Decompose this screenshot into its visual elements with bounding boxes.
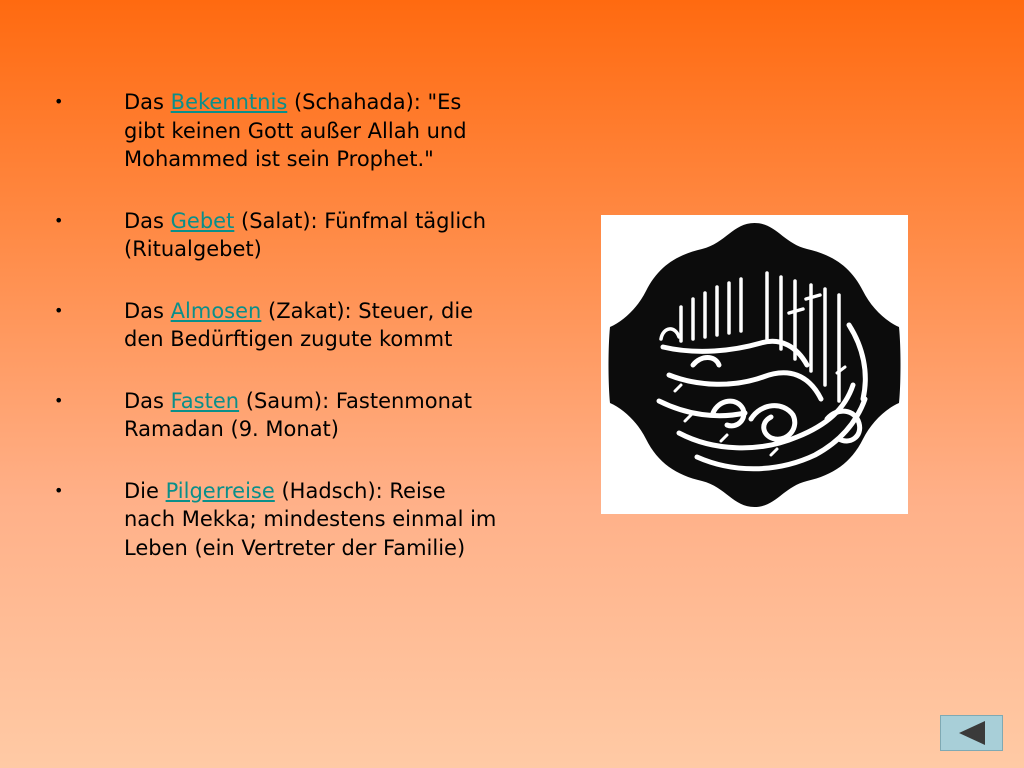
pillar-article: Das	[124, 298, 171, 323]
bullet-dot: •	[54, 390, 64, 410]
link-pilgerreise[interactable]: Pilgerreise	[165, 478, 275, 503]
shahada-calligraphy-icon	[601, 215, 908, 514]
pillar-description: (Salat): Fünfmal täglich (Ritualgebet)	[124, 208, 487, 261]
pillar-item	[52, 88, 502, 174]
link-almosen[interactable]: Almosen	[170, 298, 262, 323]
pillar-description: (Schahada): "Es gibt keinen Gott außer Allah und Mohammed ist sein Prophet."	[124, 90, 467, 171]
pillar-description: (Hadsch): Reise nach Mekka; mindestens einmal im Leben (ein Vertreter der Familie)	[124, 478, 497, 560]
bullet-dot: •	[54, 210, 64, 230]
bullet-dot: •	[54, 92, 64, 111]
link-gebet[interactable]: Gebet	[170, 208, 235, 233]
back-arrow-icon	[959, 721, 985, 745]
bullet-dot: •	[54, 480, 64, 500]
pillar-item	[52, 477, 502, 563]
shahada-emblem	[601, 215, 908, 514]
pillar-item	[52, 207, 502, 264]
pillar-item	[52, 297, 502, 354]
pillar-article: Die	[124, 478, 166, 503]
back-button[interactable]	[940, 715, 1003, 751]
pillar-article: Das	[124, 90, 171, 114]
link-bekenntnis[interactable]: Bekenntnis	[170, 90, 288, 114]
pillar-article: Das	[124, 208, 171, 233]
pillar-item	[52, 387, 502, 444]
pillar-description: (Zakat): Steuer, die den Bedürftigen zugute kommt	[124, 298, 474, 351]
bullet-dot: •	[54, 300, 64, 320]
pillar-article: Das	[124, 388, 171, 413]
link-fasten[interactable]: Fasten	[170, 388, 240, 413]
pillar-description: (Saum): Fastenmonat Ramadan (9. Monat)	[124, 388, 473, 441]
pillars-list	[52, 88, 502, 595]
